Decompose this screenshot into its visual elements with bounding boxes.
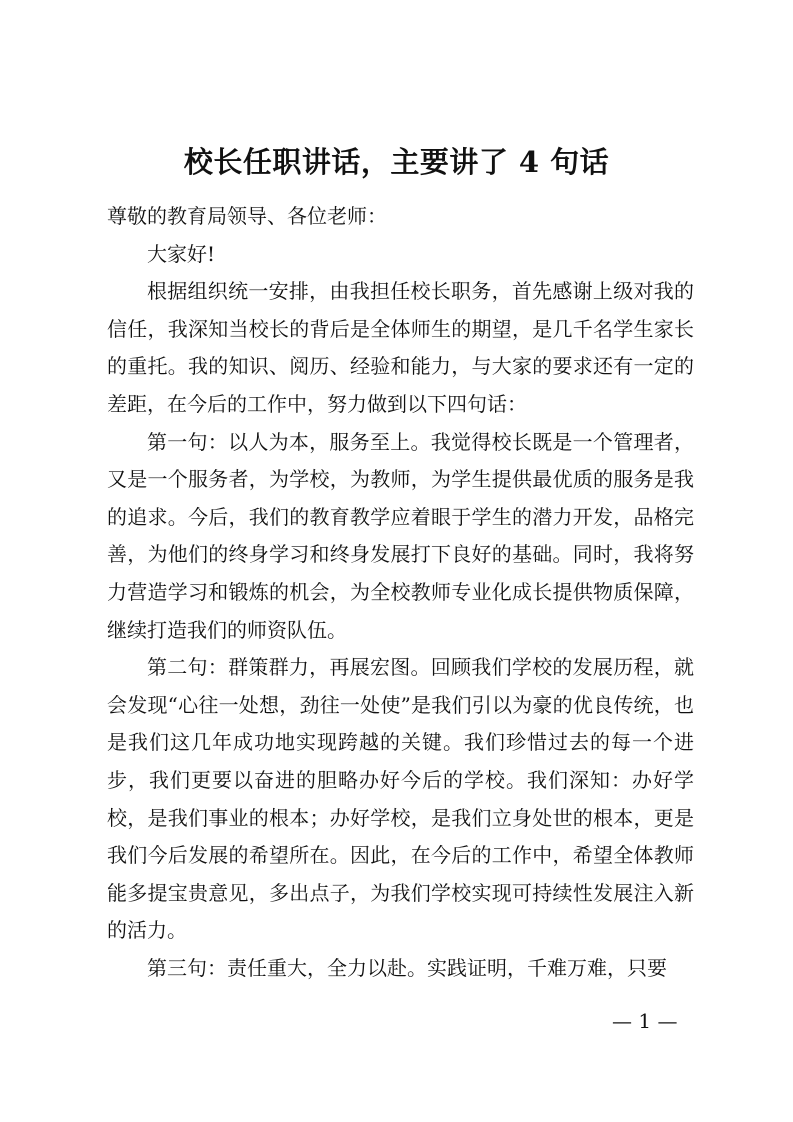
- page-number: — 1 —: [612, 1009, 678, 1033]
- paragraph-intro: 根据组织统一安排，由我担任校长职务，首先感谢上级对我的信任，我深知当校长的背后是全体师生的期望，是几千名学生家长的重托。我的知识、阅历、经验和能力，与大家的要求还有一定的差距，在今后的工作中，努力做到以下四句话：: [107, 279, 694, 416]
- document-title: 校长任职讲话，主要讲了 4 句话: [183, 145, 610, 179]
- paragraph-third-point: 第三句：责任重大，全力以赴。实践证明，千难万难，只要: [147, 955, 667, 980]
- salutation: 尊敬的教育局领导、各位老师：: [107, 204, 387, 228]
- paragraph-second-point: 第二句：群策群力，再展宏图。回顾我们学校的发展历程，就会发现“心往一处想，劲往一处使”是我们引以为豪的优良传统，也是我们这几年成功地实现跨越的关键。我们珍惜过去的每一个进步，我们更要以奋进的胆略办好今后的学校。我们深知：办好学校，是我们事业的根本；办好学校，是我们立身处世的根本，更是我们今后发展的希望所在。因此，在今后的工作中，希望全体教师能多提宝贵意见，多出点子，为我们学校实现可持续性发展注入新的活力。: [107, 655, 694, 943]
- paragraph-first-point: 第一句：以人为本，服务至上。我觉得校长既是一个管理者，又是一个服务者，为学校，为教师，为学生提供最优质的服务是我的追求。今后，我们的教育教学应着眼于学生的潜力开发，品格完善，为他们的终身学习和终身发展打下良好的基础。同时，我将努力营造学习和锻炼的机会，为全校教师专业化成长提供物质保障，继续打造我们的师资队伍。: [107, 429, 694, 642]
- document-body: [107, 198, 694, 987]
- paragraph-greeting: 大家好!: [147, 241, 216, 266]
